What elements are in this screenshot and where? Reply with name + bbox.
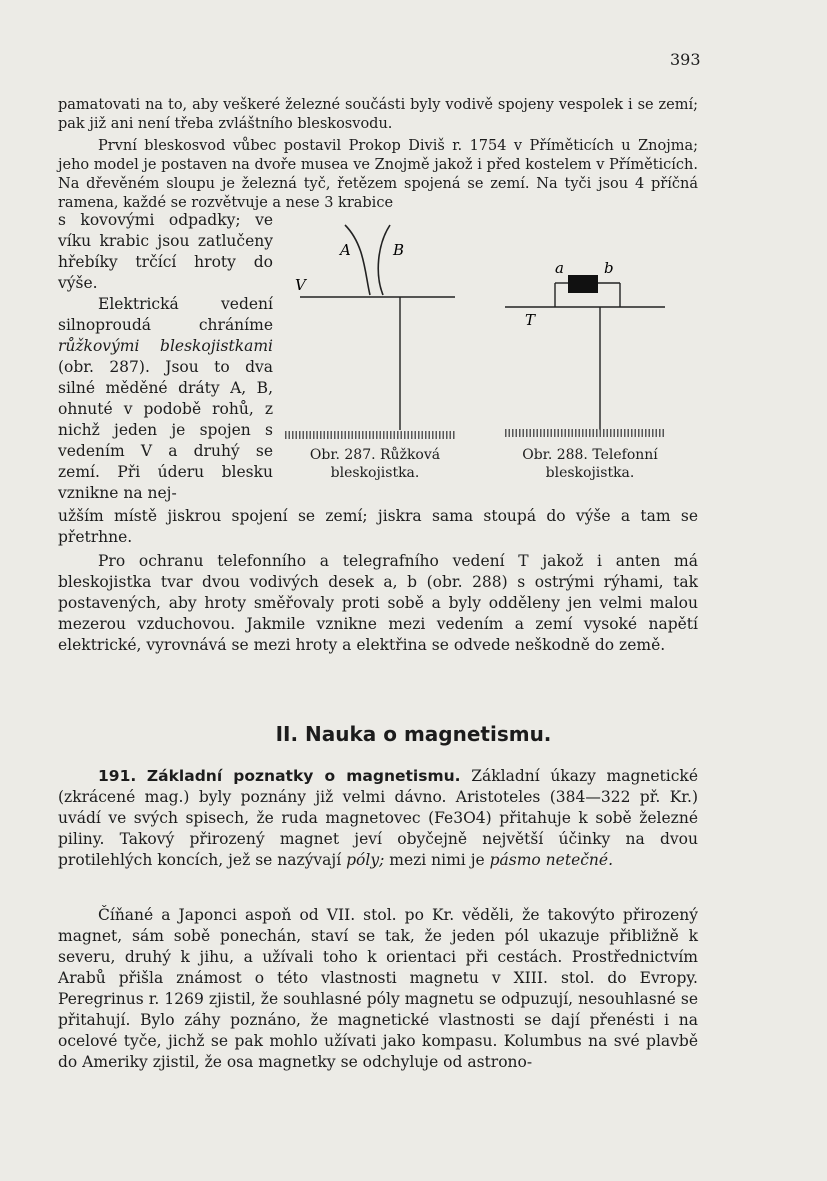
paragraph-5 (58, 766, 698, 871)
horn-b-wire (378, 225, 390, 295)
wrapped-text-2a: Elektrická vedení silnoproudá chráníme (58, 295, 273, 334)
paragraph-1-text: pamatovati na to, aby veškeré železné součásti byly vodivě spojeny vespolek i se zemí; pak již ani není třeba zvláštního bleskosvodu. (58, 97, 698, 132)
figure-287-diagram (285, 215, 465, 445)
paragraph-2 (58, 137, 698, 213)
wrapped-text-2-emphasis: růžkovými bleskojistkami (58, 337, 273, 355)
wrapped-text-column (58, 210, 273, 504)
section-title: Základní poznatky o magnetismu. (146, 767, 461, 785)
paragraph-3-text: užším místě jiskrou spojení se zemí; jiskra sama stoupá do výše a tam se přetrhne. (58, 507, 698, 546)
paragraph-5-emphasis-2: pásmo netečné. (489, 851, 614, 869)
fig287-label-b: B (393, 241, 405, 259)
fig287-caption-line1: Obr. 287. Růžková (309, 447, 441, 463)
fig288-label-t: T (525, 311, 536, 329)
fig287-caption-line2: bleskojistka. (330, 465, 420, 481)
section-number: 191. (98, 767, 137, 785)
wrapped-text-2 (58, 294, 273, 504)
figure-287-caption (280, 446, 470, 482)
horn-a-wire (345, 225, 370, 295)
figure-288-diagram (500, 255, 670, 445)
paragraph-5-text (58, 766, 698, 871)
paragraph-5b: mezi nimi je (389, 851, 485, 869)
paragraph-4 (58, 551, 698, 656)
fig287-label-a: A (340, 241, 351, 259)
fig288-caption-line1: Obr. 288. Telefonní (522, 447, 658, 463)
wrapped-text-1: s kovovými odpadky; ve víku krabic jsou zatlučeny hřebíky trčící hroty do výše. (58, 211, 273, 292)
paragraph-3 (58, 506, 698, 548)
paragraph-6-text: Číňané a Japonci aspoň od VII. stol. po Kr. věděli, že takovýto přirozený magnet, sám sobě ponechán, staví se tak, že jeden pól ukazuje přibližně k severu, druhý k jihu, a užívali toho k orientaci při cestách. Prostřednictvím Arabů přišla známost o této vlastnosti magnetu v XIII. stol. do Evropy. Peregrinus r. 1269 zjistil, že souhlasné póly magnetu se odpuzují, nesouhlasné se přitahují. Bylo záhy poznáno, že magnetické vlastnosti se dají přenésti i na ocelové tyče, jichž se pak mohlo užívati jako kompasu. Kolumbus na své plavbě do Ameriky zjistil, že osa magnetky se odchyluje od astrono- (58, 906, 698, 1071)
chapter-heading: II. Nauka o magnetismu. (275, 722, 552, 746)
fig288-label-a: a (555, 259, 564, 277)
paragraph-4-text: Pro ochranu telefonního a telegrafního vedení T jakož i anten má bleskojistka tvar dvou vodivých desek a, b (obr. 288) s ostrými rýhami, tak postavených, aby hroty směřovaly proti sobě a byly odděleny jen velmi malou mezerou vzduchovou. Jakmile vznikne mezi vedením a zemí vysoké napětí elektrické, vyrovnává se mezi hroty a elektřina se odvede neškodně do země. (58, 552, 698, 654)
fig288-caption-line2: bleskojistka. (545, 465, 635, 481)
fig287-label-v: V (295, 276, 306, 294)
fig288-label-b: b (604, 259, 614, 277)
paragraph-6 (58, 905, 698, 1073)
figure-288-caption (495, 446, 685, 482)
wrapped-text-2b: (obr. 287). Jsou to dva silné měděné dráty A, B, ohnuté v podobě rohů, z nichž jeden je spojen s vedením V a druhý se zemí. Při úderu blesku vznikne na nej- (58, 358, 273, 502)
paragraph-1 (58, 96, 698, 134)
paragraph-2-text: První bleskosvod vůbec postavil Prokop Diviš r. 1754 v Příměticích u Znojma; jeho model je postaven na dvoře musea ve Znojmě jakož i před kostelem v Příměticích. Na dřevěném sloupu je železná tyč, řetězem spojená se zemí. Na tyči jsou 4 příčná ramena, každé se rozvětvuje a nese 3 krabice (58, 138, 698, 211)
plate-pair (568, 275, 598, 293)
paragraph-5-emphasis-1: póly; (346, 851, 385, 869)
paragraph-5a: Základní úkazy magnetické (zkrácené mag.) byly poznány již velmi dávno. Aristoteles (384—322 př. Kr.) uvádí ve svých spisech, že ruda magnetovec (Fe3O4) přitahuje k sobě železné piliny. Takový přirozený magnet jeví obyčejně největší účinky na dvou protilehlých koncích, jež se nazývají (58, 767, 698, 869)
page-number: 393 (670, 50, 701, 69)
